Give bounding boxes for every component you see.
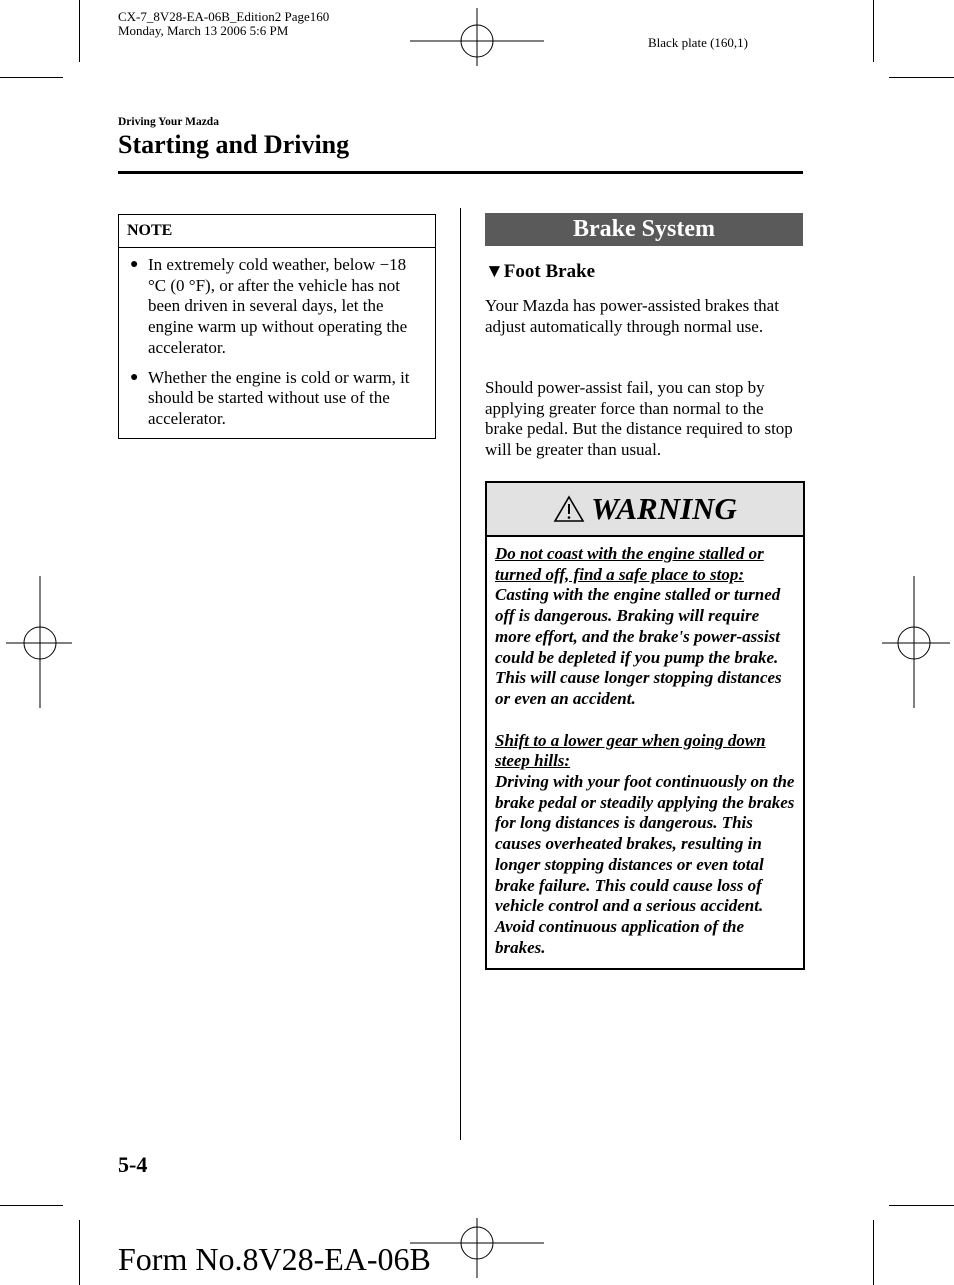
form-number: Form No.8V28-EA-06B [118, 1241, 431, 1277]
note-heading: NOTE [119, 215, 435, 248]
bullet-icon: ● [130, 369, 139, 385]
note-box [118, 214, 436, 439]
note-item-text: In extremely cold weather, below −18 °C (0 °F), or after the vehicle has not been driven in several days, let the engine warm up without operating the accelerator. [148, 255, 408, 357]
registration-mark-right [880, 576, 950, 708]
warning-box [485, 481, 805, 970]
print-date-line: Monday, March 13 2006 5:6 PM [118, 23, 289, 38]
registration-mark-left [6, 576, 72, 708]
warning-header [487, 483, 803, 537]
bullet-icon: ● [130, 257, 139, 272]
body-paragraph: Your Mazda has power-assisted brakes that adjust automatically through normal use. [485, 296, 779, 336]
note-list [119, 248, 435, 438]
warning-triangle-icon [553, 495, 585, 523]
warning-text: Casting with the engine stalled or turned off is dangerous. Braking will require more effort, and the brake's power-assist could be depleted if you pump the brake. This will cause longer stopping distances or even an accident. [495, 585, 782, 708]
foot-brake-subheading: ▼Foot Brake [485, 261, 596, 282]
section-title-bar: Brake System [485, 213, 803, 246]
body-paragraph: Should power-assist fail, you can stop by applying greater force than normal to the brake pedal. But the distance required to stop will be greater than usual. [485, 378, 793, 460]
note-item [127, 255, 427, 359]
warning-subheading: Do not coast with the engine stalled or turned off, find a safe place to stop: [495, 544, 764, 584]
warning-text: Driving with your foot continuously on the brake pedal or steadily applying the brakes for long distances is dangerous. This causes overheated brakes, resulting in longer stopping distances or even total brake failure. This could cause loss of vehicle control and a serious accident. Avoid continuous application of the brakes. [495, 772, 795, 957]
print-file-line: CX-7_8V28-EA-06B_Edition2 Page160 [118, 9, 330, 24]
warning-subheading: Shift to a lower gear when going down steep hills: [495, 730, 766, 771]
registration-mark-top [410, 4, 544, 70]
warning-body [487, 537, 803, 968]
print-plate-label: Black plate (160,1) [648, 35, 748, 50]
page-title: Starting and Driving [118, 130, 350, 159]
page-number: 5-4 [118, 1152, 148, 1177]
title-rule [118, 171, 803, 174]
column-divider [460, 208, 461, 1140]
note-item [127, 368, 427, 430]
warning-title: WARNING [591, 491, 737, 526]
note-item-text: Whether the engine is cold or warm, it should be started without use of the accelerator. [148, 367, 410, 428]
section-label: Driving Your Mazda [118, 116, 219, 128]
